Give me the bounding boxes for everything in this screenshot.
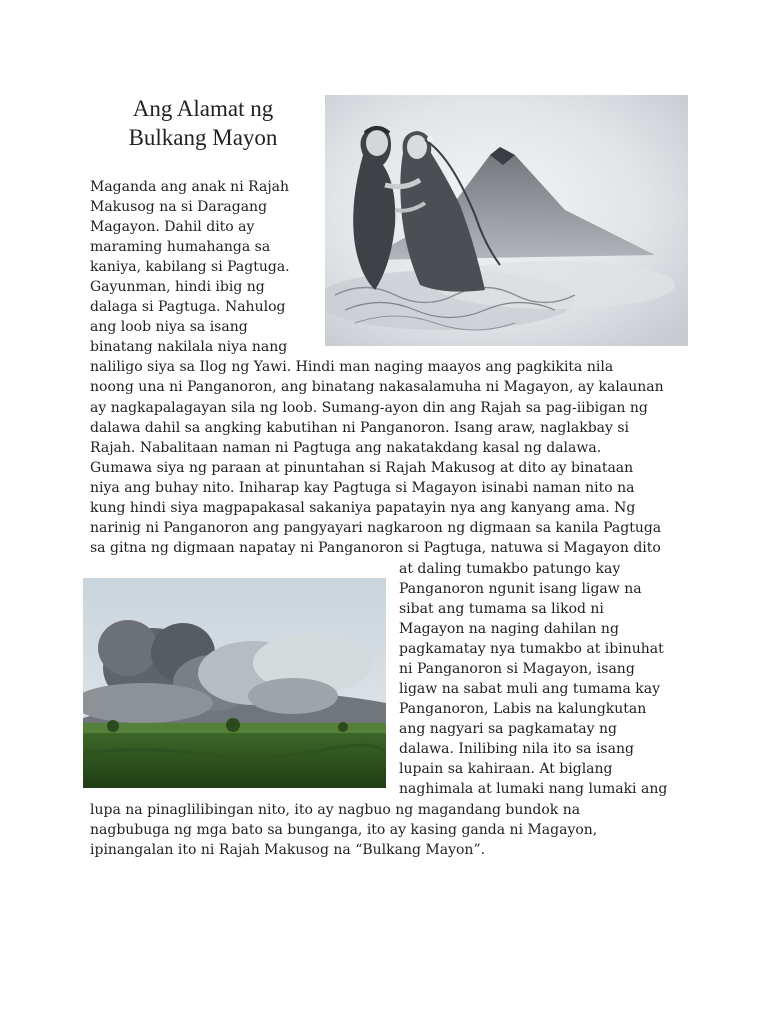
body-line: sa gitna ng digmaan napatay ni Panganoron si Pagtuga, natuwa si Magayon dito <box>90 540 661 556</box>
body-line: Panganoron, Labis na kalungkutan <box>399 701 647 717</box>
body-line: ay nagkapalagayan sila ng loob. Sumang-ayon din ang Rajah sa pag-iibigan ng <box>90 400 648 416</box>
body-line: kaniya, kabilang si Pagtuga. <box>90 259 290 275</box>
volcano-photo-icon <box>83 578 386 788</box>
body-line: Magayon. Dahil dito ay <box>90 219 255 235</box>
body-line: noong una ni Panganoron, ang binatang nakasalamuha ni Magayon, ay kalaunan <box>90 379 664 395</box>
body-line: ang nagyari sa pagkamatay ng <box>399 721 617 737</box>
body-line: ipinangalan ito ni Rajah Makusog na “Bulkang Mayon”. <box>90 842 486 858</box>
body-line: naliligo siya sa Ilog ng Yawi. Hindi man naging maayos ang pagkikita nila <box>90 359 614 375</box>
body-line: Maganda ang anak ni Rajah <box>90 179 290 195</box>
body-line: lupain sa kahiraan. At biglang <box>399 761 613 777</box>
body-line: at daling tumakbo patungo kay <box>399 561 621 577</box>
body-line: Gumawa siya ng paraan at pinuntahan si Rajah Makusog at dito ay binataan <box>90 460 634 476</box>
body-line: niya ang buhay nito. Iniharap kay Pagtuga si Magayon isinabi naman nito na <box>90 480 635 496</box>
erupting-volcano-photo <box>83 578 386 788</box>
body-line: ni Panganoron si Magayon, isang <box>399 661 635 677</box>
body-line: sibat ang tumama sa likod ni <box>399 601 604 617</box>
body-line: Magayon na naging dahilan ng <box>399 621 619 637</box>
body-line: Gayunman, hindi ibig ng <box>90 279 265 295</box>
lovers-mountain-icon <box>325 95 688 346</box>
body-line: Rajah. Nabalitaan naman ni Pagtuga ang nakatakdang kasal ng dalawa. <box>90 440 602 456</box>
page-title <box>100 94 306 152</box>
body-line: ligaw na sabat muli ang tumama kay <box>399 681 660 697</box>
title-line-1: Ang Alamat ng <box>132 96 274 121</box>
body-line: maraming humahanga sa <box>90 239 271 255</box>
body-line: pagkamatay nya tumakbo at ibinuhat <box>399 641 664 657</box>
body-line: ang loob niya sa isang <box>90 319 248 335</box>
body-line: Panganoron ngunit isang ligaw na <box>399 581 642 597</box>
body-line: binatang nakilala niya nang <box>90 339 288 355</box>
body-line: lupa na pinaglilibingan nito, ito ay nagbuo ng magandang bundok na <box>90 802 581 818</box>
lovers-mountain-illustration <box>325 95 688 346</box>
body-line: narinig ni Panganoron ang pangyayari nagkaroon ng digmaan sa kanila Pagtuga <box>90 520 662 536</box>
body-line: naghimala at lumaki nang lumaki ang <box>399 781 668 797</box>
body-line: dalawa dahil sa angking kabutihan ni Panganoron. Isang araw, naglakbay si <box>90 420 630 436</box>
body-line: kung hindi siya magpapakasal sakaniya papatayin nya ang kanyang ama. Ng <box>90 500 636 516</box>
body-line: dalawa. Inilibing nila ito sa isang <box>399 741 634 757</box>
body-line: dalaga si Pagtuga. Nahulog <box>90 299 286 315</box>
body-line: Makusog na si Daragang <box>90 199 268 215</box>
body-line: nagbubuga ng mga bato sa bunganga, ito ay kasing ganda ni Magayon, <box>90 822 598 838</box>
title-line-2: Bulkang Mayon <box>128 125 278 150</box>
